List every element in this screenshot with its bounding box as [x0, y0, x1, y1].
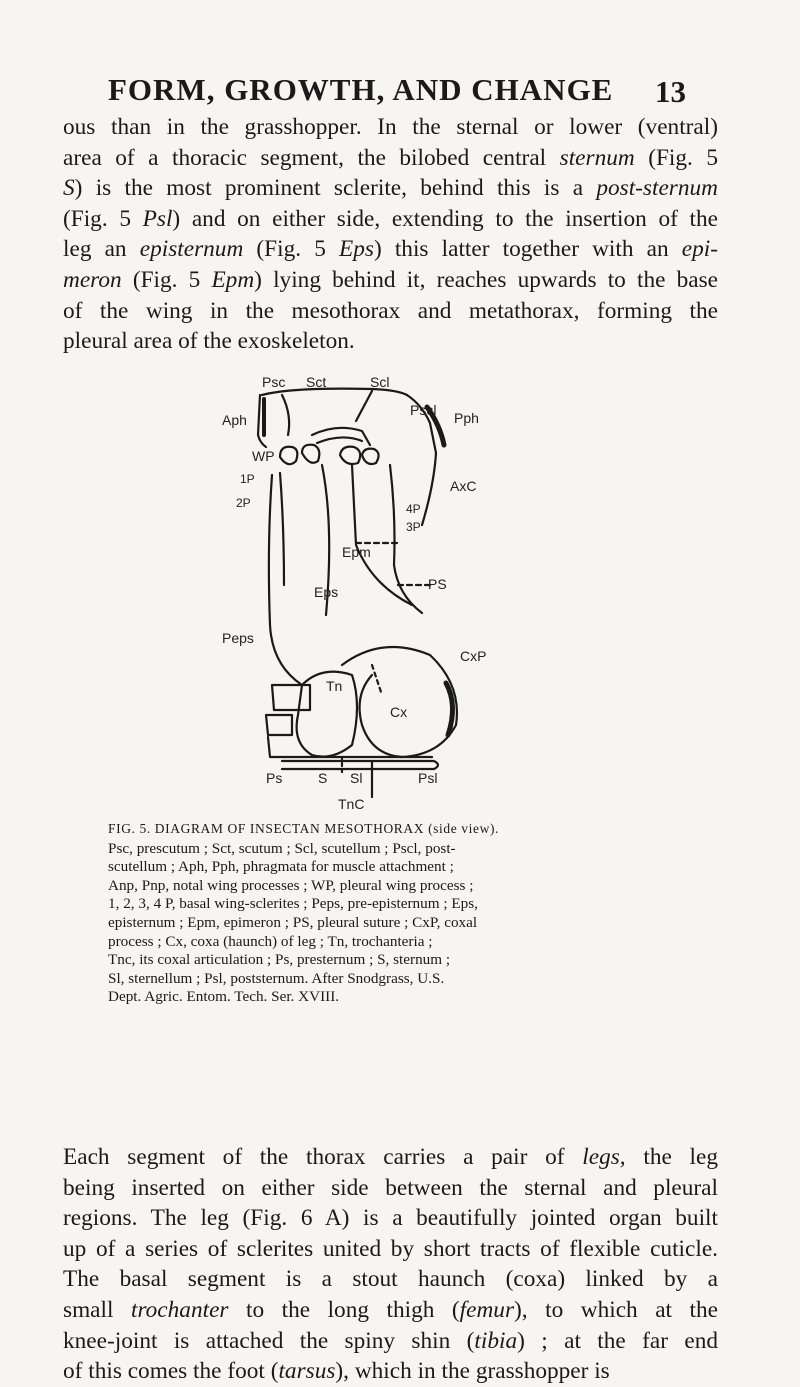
label-tnc: TnC [338, 796, 365, 812]
label-cxp: CxP [460, 648, 487, 664]
caption-line: Tnc, its coxal articulation ; Ps, presternum ; S, sternum ; [108, 951, 451, 969]
paragraph-1 [63, 112, 718, 357]
text-line: area of a thoracic segment, the bilobed central sternum (Fig. 5 [63, 144, 718, 171]
text-line: leg an episternum (Fig. 5 Eps) this latter together with an epi- [63, 236, 718, 263]
paragraph-2 [63, 1142, 718, 1387]
label-epm: Epm [342, 544, 371, 560]
label-tn: Tn [326, 678, 343, 694]
label-3p: 3P [406, 520, 421, 534]
label-1p: 1P [240, 472, 255, 486]
text-line: knee-joint is attached the spiny shin (tibia) ; at the far end [63, 1327, 719, 1354]
text-line: pleural area of the exoskeleton. [63, 328, 355, 355]
mesothorax-diagram [222, 365, 578, 813]
label-cx: Cx [390, 704, 408, 720]
text-line: of this comes the foot (tarsus), which in the grasshopper is [63, 1358, 610, 1385]
text-line: small trochanter to the long thigh (femur), to which at the [63, 1296, 718, 1323]
diagram-svg [222, 365, 578, 813]
text-line: The basal segment is a stout haunch (coxa) linked by a [63, 1266, 718, 1293]
label-aph: Aph [222, 412, 247, 428]
label-s: S [318, 770, 328, 786]
label-psl: Psl [418, 770, 438, 786]
caption-line: episternum ; Epm, epimeron ; PS, pleural suture ; CxP, coxal [108, 913, 478, 931]
label-axc: AxC [450, 478, 477, 494]
page-header [0, 72, 800, 112]
text-line: up of a series of sclerites united by short tracts of flexible cuticle. [63, 1235, 718, 1262]
label-ps-bottom: Ps [266, 770, 283, 786]
running-title: FORM, GROWTH, AND CHANGE [108, 72, 614, 107]
text-line: being inserted on either side between the sternal and pleural [63, 1174, 718, 1201]
text-line: of the wing in the mesothorax and metathorax, forming the [63, 297, 718, 324]
label-psc: Psc [262, 374, 286, 390]
text-line: Each segment of the thorax carries a pair of legs, the leg [63, 1144, 718, 1170]
caption-title: FIG. 5. DIAGRAM OF INSECTAN MESOTHORAX (side view). [108, 821, 500, 836]
page-number: 13 [655, 74, 686, 109]
label-sct: Sct [306, 374, 327, 390]
text-line: meron (Fig. 5 Epm) lying behind it, reaches upwards to the base [63, 266, 718, 293]
text-line: regions. The leg (Fig. 6 A) is a beautifully jointed organ built [63, 1205, 718, 1232]
text-line: ous than in the grasshopper. In the sternal or lower (ventral) [63, 114, 718, 140]
text-line: S) is the most prominent sclerite, behind this is a post-sternum [63, 175, 718, 202]
coxa-outline [342, 647, 457, 757]
label-scl: Scl [370, 374, 390, 390]
label-4p: 4P [406, 502, 421, 516]
label-peps: Peps [222, 630, 254, 646]
caption-line: scutellum ; Aph, Pph, phragmata for muscle attachment ; [108, 858, 454, 876]
caption-line: Dept. Agric. Entom. Tech. Ser. XVIII. [108, 988, 340, 1006]
caption-line: Sl, sternellum ; Psl, poststernum. After Snodgrass, U.S. [108, 969, 445, 987]
label-2p: 2P [236, 496, 251, 510]
label-eps: Eps [314, 584, 339, 600]
caption-line: Psc, prescutum ; Sct, scutum ; Scl, scutellum ; Pscl, post- [108, 839, 456, 857]
caption-line: Anp, Pnp, notal wing processes ; WP, pleural wing process ; [108, 876, 474, 894]
label-wp: WP [252, 448, 275, 464]
caption-line: process ; Cx, coxa (haunch) of leg ; Tn, trochanteria ; [108, 932, 433, 950]
peps-outline [269, 475, 302, 685]
figure-caption [108, 820, 720, 1007]
label-ps-suture: PS [428, 576, 447, 592]
text-line: (Fig. 5 Psl) and on either side, extending to the insertion of the [63, 205, 718, 232]
label-sl: Sl [350, 770, 363, 786]
label-pph: Pph [454, 410, 479, 426]
label-pscl: Pscl [410, 402, 437, 418]
caption-line: 1, 2, 3, 4 P, basal wing-sclerites ; Peps, pre-episternum ; Eps, [108, 895, 478, 913]
